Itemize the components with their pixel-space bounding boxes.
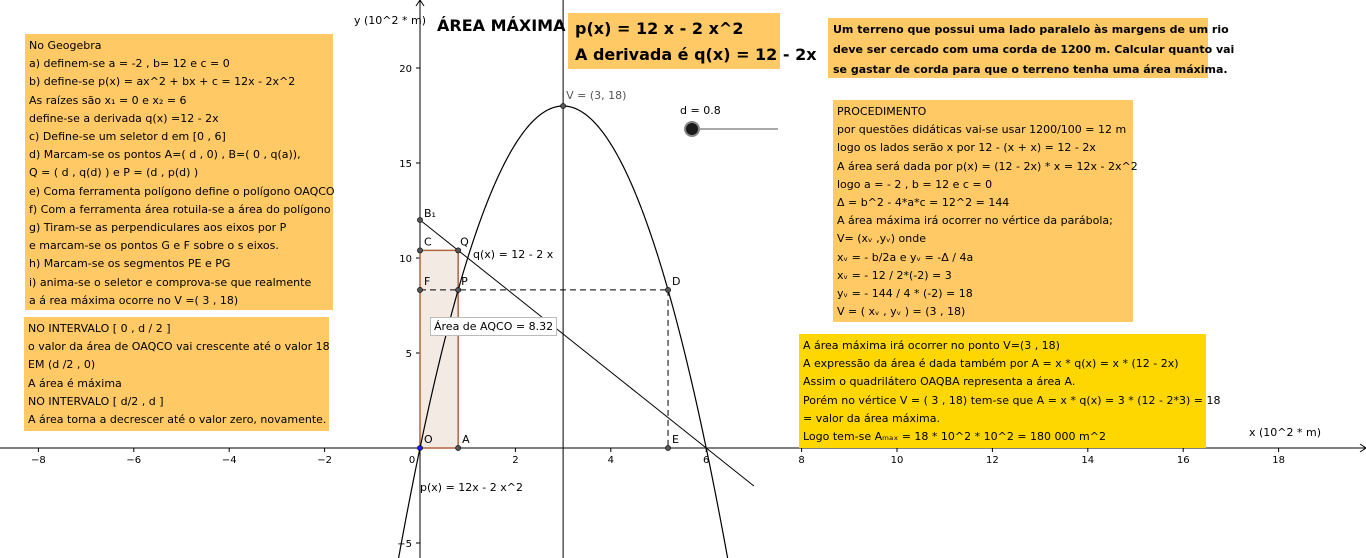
conclusion-line: Porém no vértice V = ( 3 , 18) tem-se que A = x * q(x) = 3 * (12 - 2*3) = 18 [803, 393, 1221, 407]
q-function-label: q(x) = 12 - 2 x [473, 248, 554, 261]
procedure-line: V= (xᵥ ,yᵥ) onde [837, 232, 926, 246]
steps-line: define-se a derivada q(x) =12 - 2x [29, 111, 219, 125]
steps-line: h) Marcam-se os segmentos PE e PG [29, 257, 231, 271]
procedure-line: logo os lados serão x por 12 - (x + x) = 12 - 2x [837, 141, 1096, 155]
point-F [417, 287, 422, 292]
x-tick-label: 0 [408, 455, 416, 466]
steps-line: a) definem-se a = -2 , b= 12 e c = 0 [29, 57, 230, 71]
x-tick-label: 18 [1272, 455, 1285, 466]
steps-line: No Geogebra [29, 39, 102, 52]
x-tick-label: 14 [1081, 455, 1095, 466]
point-label-Q: Q [460, 235, 469, 249]
steps-line: c) Define-se um seletor d em [0 , 6] [29, 130, 226, 144]
point-B [417, 217, 422, 222]
problem-box [828, 18, 1235, 78]
problem-line: Um terreno que possui uma lado paralelo às margens de um rio [833, 23, 1229, 36]
slider-label: d = 0.8 [680, 104, 721, 117]
point-O [417, 445, 422, 450]
steps-line: g) Tiram-se as perpendiculares aos eixos por P [29, 221, 287, 235]
point-label-D: D [672, 274, 681, 288]
formula-box [568, 13, 817, 69]
y-tick-label: −5 [397, 539, 412, 550]
interval-box [24, 317, 329, 431]
point-label-V: V = (3, 18) [566, 89, 627, 102]
problem-line: se gastar de corda para que o terreno tenha uma área máxima. [833, 63, 1228, 76]
steps-line: e marcam-se os pontos G e F sobre o s eixos. [29, 239, 279, 253]
x-axis-label: x (10^2 * m) [1249, 426, 1322, 439]
steps-line: b) define-se p(x) = ax^2 + bx + c = 12x - 2x^2 [29, 75, 296, 89]
y-tick-label: 20 [399, 64, 412, 75]
point-Q [456, 248, 461, 253]
x-tick-label: 8 [798, 455, 805, 466]
interval-line: EM (d /2 , 0) [28, 358, 96, 372]
page-title: ÁREA MÁXIMA [437, 16, 566, 35]
p-function-label: p(x) = 12x - 2 x^2 [420, 481, 523, 494]
steps-line: As raízes são x₁ = 0 e x₂ = 6 [29, 93, 187, 107]
conclusion-line: A área máxima irá ocorrer no ponto V=(3 , 18) [803, 339, 1060, 352]
procedure-line: xᵥ = - b/2a e yᵥ = -Δ / 4a [837, 250, 974, 264]
conclusion-line: = valor da área máxima. [803, 411, 940, 425]
x-tick-label: 6 [703, 455, 710, 466]
point-E [665, 445, 670, 450]
point-label-F: F [424, 274, 431, 288]
area-label: Área de AQCO = 8.32 [430, 317, 557, 336]
point-label-P: P [461, 274, 468, 288]
point-label-O: O [424, 433, 433, 446]
procedure-line: yᵥ = - 144 / 4 * (-2) = 18 [837, 287, 973, 301]
conclusion-line: A expressão da área é dada também por A = x * q(x) = x * (12 - 2x) [803, 357, 1179, 371]
conclusion-box [799, 334, 1221, 448]
y-axis-label: y (10^2 * m) [354, 14, 427, 27]
procedure-line: Δ = b^2 - 4*a*c = 12^2 = 144 [837, 196, 1010, 210]
conclusion-line: Assim o quadrilátero OAQBA representa a área A. [803, 375, 1076, 389]
point-A [456, 445, 461, 450]
x-tick-label: −6 [126, 455, 142, 466]
conclusion-line: Logo tem-se Aₘₐₓ = 18 * 10^2 * 10^2 = 180 000 m^2 [803, 430, 1106, 444]
steps-line: Q = ( d , q(d) ) e P = (d , p(d) ) [29, 166, 199, 180]
formula-line-2: A derivada é q(x) = 12 - 2x [575, 45, 817, 64]
x-tick-label: −4 [221, 455, 237, 466]
x-tick-label: 12 [986, 455, 999, 466]
steps-line: a á rea máxima ocorre no V =( 3 , 18) [29, 293, 239, 307]
problem-line: deve ser cercado com uma corda de 1200 m. Calcular quanto vai [833, 43, 1235, 56]
steps-line: e) Coma ferramenta polígono define o polígono OAQCO [29, 184, 335, 198]
x-tick-label: 16 [1176, 455, 1190, 466]
procedure-line: V = ( xᵥ , yᵥ ) = (3 , 18) [837, 305, 966, 319]
procedure-line: logo a = - 2 , b = 12 e c = 0 [837, 177, 993, 191]
point-V [561, 103, 566, 108]
procedure-line: PROCEDIMENTO [837, 105, 927, 118]
procedure-line: A área máxima irá ocorrer no vértice da parábola; [837, 214, 1113, 228]
steps-line: i) anima-se o seletor e comprova-se que realmente [29, 275, 312, 289]
procedure-box [833, 100, 1138, 322]
point-label-A: A [462, 433, 470, 446]
x-tick-label: 10 [890, 455, 904, 466]
y-tick-label: 15 [399, 159, 412, 170]
x-tick-label: 2 [512, 455, 519, 466]
y-tick-label: 10 [399, 254, 412, 265]
point-label-C: C [424, 235, 432, 249]
line-q [420, 220, 754, 486]
point-D [665, 287, 670, 292]
steps-line: d) Marcam-se os pontos A=( d , 0) , B=( 0 , q(a)), [29, 148, 301, 162]
point-label-B: B₁ [424, 207, 436, 220]
slider-knob[interactable] [685, 122, 699, 136]
procedure-line: por questões didáticas vai-se usar 1200/100 = 12 m [837, 123, 1127, 137]
x-tick-label: −8 [31, 455, 46, 466]
interval-line: o valor da área de OAQCO vai crescente até o valor 18 [28, 340, 330, 354]
y-tick-label: 5 [405, 349, 412, 360]
geogebra-steps-box [25, 34, 333, 310]
point-label-E: E [672, 433, 679, 446]
point-P [456, 287, 461, 292]
interval-line: A área é máxima [28, 376, 122, 390]
interval-line: A área torna a decrescer até o valor zero, novamente. [28, 413, 327, 427]
formula-line-1: p(x) = 12 x - 2 x^2 [575, 19, 744, 38]
x-tick-label: 4 [607, 455, 614, 466]
point-C [417, 248, 422, 253]
interval-line: NO INTERVALO [ 0 , d / 2 ] [28, 322, 171, 335]
steps-line: f) Com a ferramenta área rotuila-se a área do polígono [29, 202, 331, 216]
x-tick-label: −2 [317, 455, 332, 466]
procedure-line: xᵥ = - 12 / 2*(-2) = 3 [837, 268, 952, 282]
procedure-line: A área será dada por p(x) = (12 - 2x) * x = 12x - 2x^2 [837, 159, 1138, 173]
interval-line: NO INTERVALO [ d/2 , d ] [28, 394, 164, 408]
